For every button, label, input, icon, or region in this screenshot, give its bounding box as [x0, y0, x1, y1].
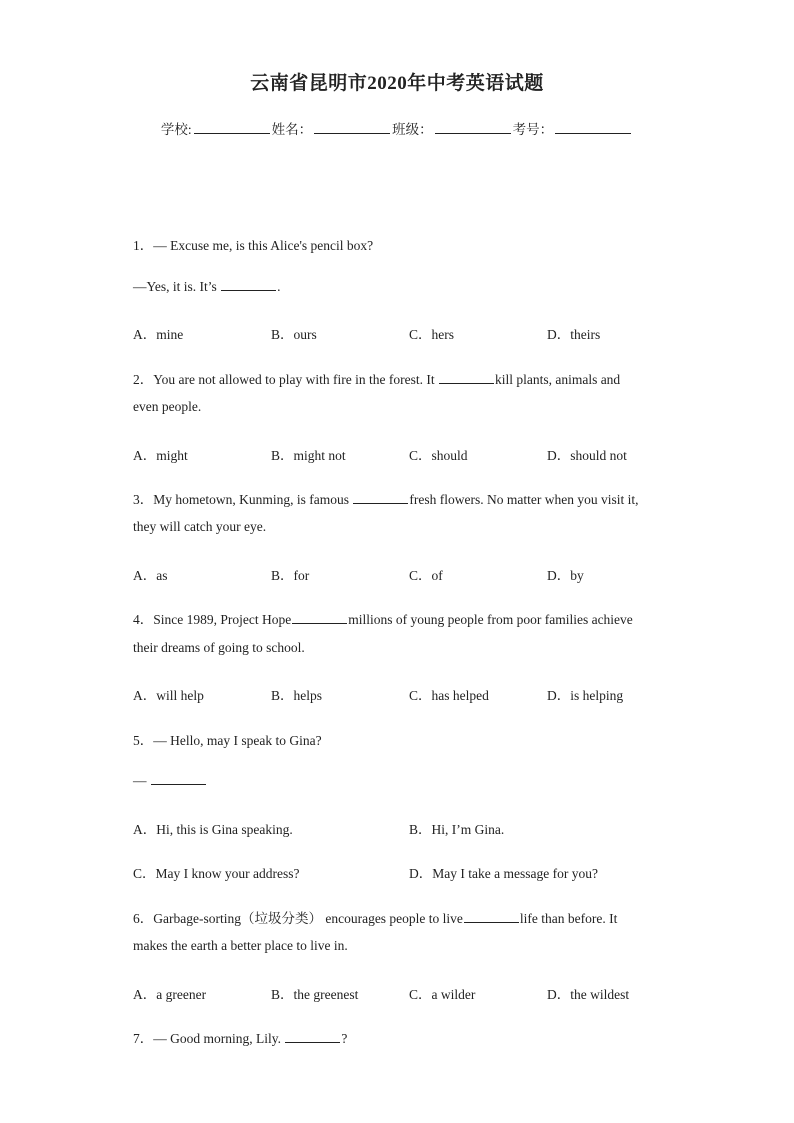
question-3-text-end: fresh flowers. No matter when you visit it,: [409, 492, 639, 507]
question-5-reply-line: [133, 773, 207, 789]
class-label: 班级：: [392, 122, 433, 137]
question-4-text-start: 4．Since 1989, Project Hope: [133, 612, 292, 627]
question-2-text-end: kill plants, animals and: [494, 372, 621, 387]
question-5-option-b[interactable]: B．Hi, I’m Gina.: [409, 822, 505, 837]
question-2-text-start: 2．You are not allowed to play with fire in the forest. It: [133, 372, 438, 387]
question-5-blank[interactable]: [151, 773, 206, 785]
question-1-option-d[interactable]: D．theirs: [547, 327, 601, 342]
question-1-option-c[interactable]: C．hers: [409, 327, 454, 342]
name-blank[interactable]: [314, 121, 390, 134]
question-6-option-d[interactable]: D．the wildest: [547, 987, 630, 1002]
name-label: 姓名：: [271, 122, 313, 137]
question-7-text-end: ?: [341, 1031, 348, 1046]
question-6-text-cont: makes the earth a better place to live in.: [133, 938, 348, 953]
question-4-option-c[interactable]: C．has helped: [409, 688, 489, 703]
question-3-text-start: 3．My hometown, Kunming, is famous: [133, 492, 353, 507]
question-1-reply-end: .: [277, 279, 281, 294]
question-4-text-end: millions of young people from poor families achieve: [348, 612, 633, 627]
question-2-text: [133, 368, 620, 388]
question-3-text: [133, 488, 638, 508]
question-1-option-a[interactable]: A．mine: [133, 327, 184, 342]
question-4-option-b[interactable]: B．helps: [271, 688, 323, 703]
question-1-answer-line: [133, 279, 281, 295]
question-2-blank[interactable]: [439, 372, 494, 384]
question-2-option-d[interactable]: D．should not: [547, 448, 627, 463]
school-label: 学校:: [160, 122, 192, 137]
question-7-text-start: 7．— Good morning, Lily.: [133, 1031, 285, 1046]
question-4-text: [133, 608, 633, 628]
question-2-option-b[interactable]: B．might not: [271, 448, 346, 463]
question-6-text: [133, 907, 617, 927]
question-6-text-start: 6．Garbage-sorting（垃圾分类） encourages people to live: [133, 911, 463, 926]
question-2-option-c[interactable]: C．should: [409, 448, 468, 463]
exam-no-label: 考号：: [512, 122, 554, 137]
question-5-option-a[interactable]: A．Hi, this is Gina speaking.: [133, 822, 293, 837]
question-5-text: 5．— Hello, may I speak to Gina?: [133, 733, 322, 748]
page-title: 云南省昆明市2020年中考英语试题: [250, 73, 544, 94]
exam-no-blank[interactable]: [555, 121, 631, 134]
question-1-blank[interactable]: [221, 279, 276, 291]
question-2-text-cont: even people.: [133, 399, 202, 414]
question-3-text-cont: they will catch your eye.: [133, 519, 267, 534]
class-blank[interactable]: [435, 121, 511, 134]
question-1-reply: —Yes, it is. It’s: [133, 279, 221, 294]
student-info-row: [0, 118, 794, 138]
question-4-blank[interactable]: [292, 612, 347, 624]
question-3-option-c[interactable]: C．of: [409, 568, 443, 583]
question-6-option-c[interactable]: C．a wilder: [409, 987, 476, 1002]
question-5-dash: —: [133, 773, 150, 788]
question-4-option-d[interactable]: D．is helping: [547, 688, 624, 703]
question-4-text-cont: their dreams of going to school.: [133, 640, 305, 655]
question-1-option-b[interactable]: B．ours: [271, 327, 317, 342]
question-6-text-end: life than before. It: [519, 911, 618, 926]
question-1-text: 1．— Excuse me, is this Alice's pencil box?: [133, 238, 374, 253]
school-blank[interactable]: [194, 121, 270, 134]
question-3-option-a[interactable]: A．as: [133, 568, 168, 583]
question-2-option-a[interactable]: A．might: [133, 448, 188, 463]
question-6-option-b[interactable]: B．the greenest: [271, 987, 359, 1002]
question-7-text: [133, 1027, 347, 1047]
question-3-option-b[interactable]: B．for: [271, 568, 310, 583]
question-3-option-d[interactable]: D．by: [547, 568, 584, 583]
question-6-blank[interactable]: [464, 911, 519, 923]
question-5-option-d[interactable]: D．May I take a message for you?: [409, 866, 598, 881]
question-6-option-a[interactable]: A．a greener: [133, 987, 207, 1002]
question-4-option-a[interactable]: A．will help: [133, 688, 204, 703]
question-7-blank[interactable]: [285, 1031, 340, 1043]
question-5-option-c[interactable]: C．May I know your address?: [133, 866, 300, 881]
question-3-blank[interactable]: [353, 492, 408, 504]
